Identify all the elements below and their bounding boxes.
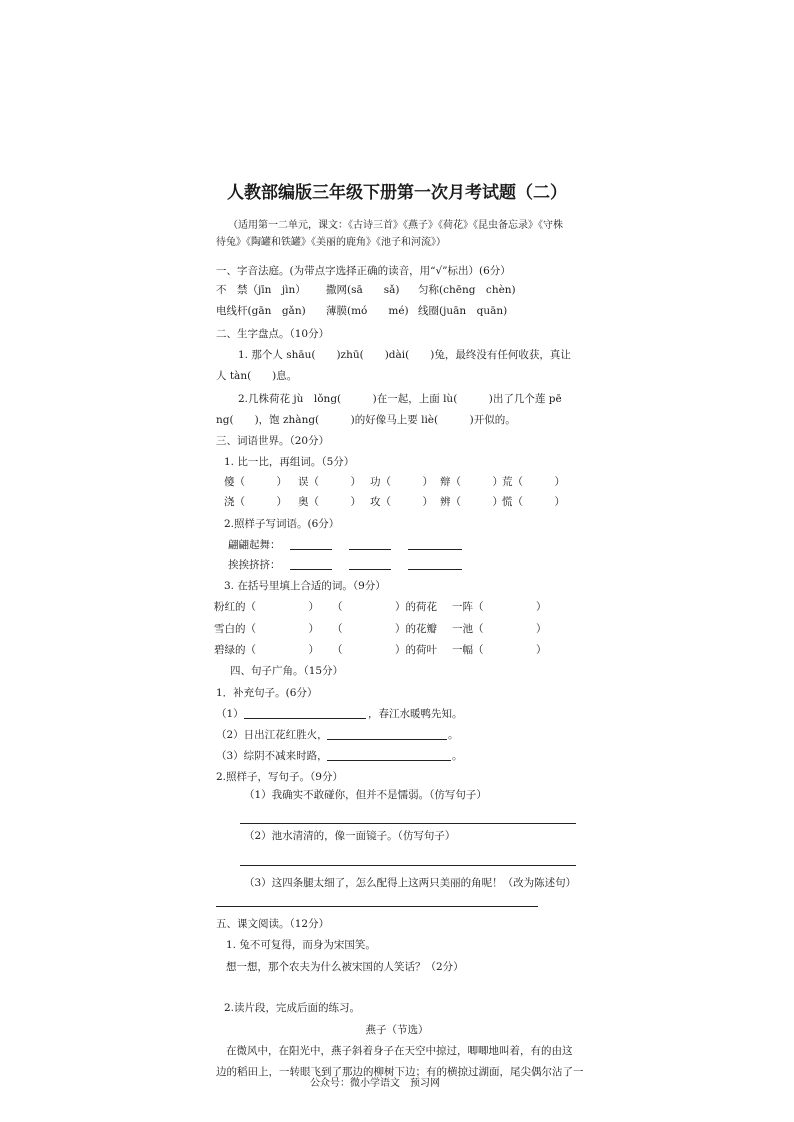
answer-blank[interactable] [408,549,462,550]
answer-blank[interactable] [244,718,366,719]
sentence-prefix: （1） [216,708,244,720]
sec1-item: 不 禁（jīn jìn） [216,284,306,296]
sec2-question: 人 tàn( )息。 [216,370,298,382]
page-title: 人教部编版三年级下册第一次月考试题（二） [227,183,567,203]
example-word: 翩翩起舞： [228,539,281,551]
section-5-heading: 五、课文阅读。（12分） [216,918,330,930]
word-pair: 功（ ） [370,476,433,488]
word-pair: 辩（ ） [440,476,503,488]
fill-word: 一阵（ ） [452,601,547,613]
answer-blank[interactable] [327,739,447,740]
answer-line[interactable] [216,906,538,907]
sec3-question: 3. 在括号里填上合适的词。（9分） [224,580,386,592]
sec2-question: ng( )，饱 zhàng( )的好像马上要 liè( )开似的。 [216,414,516,426]
sentence-suffix: ，春江水暖鸭先知。 [368,708,463,720]
fill-word: 粉红的（ ） [214,601,319,613]
word-pair: 傻（ ） [224,476,287,488]
sec5-question: 1. 兔不可复得，而身为宋国笑。 [226,939,376,951]
section-4-heading: 四、句子广角。（15分） [230,665,344,677]
sec1-item: 薄膜(mó mé) [326,305,409,317]
fill-word: 碧绿的（ ） [214,644,319,656]
sentence-task: （1）我确实不敢碰你，但并不是懦弱。（仿写句子） [244,789,487,801]
sec1-item: 匀称(chēng chèn) [418,284,516,296]
sentence-suffix: 。 [448,729,459,741]
word-pair: 浇（ ） [224,496,287,508]
answer-line[interactable] [240,865,576,866]
sentence-suffix: 。 [452,750,463,762]
answer-blank[interactable] [290,569,332,570]
sec1-item: 电线杆(gān gǎn) [216,305,306,317]
sec2-question: 1. 那个人 shāu( )zhū( )dài( )兔，最终没有任何收获，真让 [238,349,571,361]
example-word: 挨挨挤挤： [228,559,281,571]
scope-line-1: （适用第一二单元，课文：《古诗三首》《燕子》《荷花》《昆虫备忘录》《守株 [228,220,563,231]
sec1-item: 线圈(juān quān) [418,305,508,317]
section-1-heading: 一、字音法庭。(为带点字选择正确的读音，用“√”标出）(6分） [216,265,511,277]
section-3-heading: 三、词语世界。（20分） [216,435,330,447]
sec3-question: 2.照样子写词语。(6分） [224,518,340,530]
answer-blank[interactable] [349,569,391,570]
sec2-question: 2.几株荷花 jù lǒng( )在一起，上面 lù( )出了几个莲 pē [238,393,562,405]
sec3-question: 1. 比一比，再组词。（5分） [224,456,355,468]
answer-line[interactable] [240,823,576,824]
fill-word: （ ）的花瓣 [332,623,437,635]
word-pair: 荒（ ） [502,476,565,488]
sec5-question: 想一想，那个农夫为什么被宋国的人笑话？（2分） [226,961,464,973]
passage-line: 在微风中，在阳光中，燕子斜着身子在天空中掠过，唧唧地叫着，有的由这 [226,1045,573,1057]
footer-watermark: 公众号：微小学语文 预习网 [310,1078,440,1089]
passage-line: 边的稻田上，一转眼飞到了那边的柳树下边；有的横掠过湖面，尾尖偶尔沾了一 [216,1066,584,1078]
sentence-prefix: （2）日出江花红胜火， [216,729,328,741]
sec1-item: 撒网(sā sǎ) [326,284,400,296]
answer-blank[interactable] [349,549,391,550]
answer-blank[interactable] [408,569,462,570]
fill-word: （ ）的荷花 [332,601,437,613]
sentence-task: （2）池水清清的，像一面镜子。（仿写句子） [244,830,456,842]
passage-title: 燕子（节选） [365,1024,429,1036]
answer-blank[interactable] [290,549,332,550]
fill-word: 雪白的（ ） [214,623,319,635]
fill-word: 一池（ ） [452,623,547,635]
word-pair: 攻（ ） [370,496,433,508]
sentence-prefix: （3）综阴不减来时路， [216,750,328,762]
word-pair: 误（ ） [298,476,361,488]
word-pair: 辨（ ） [440,496,503,508]
word-pair: 慌（ ） [502,496,565,508]
word-pair: 奥（ ） [298,496,361,508]
sec4-question: 1．补充句子。(6分） [216,687,318,699]
answer-blank[interactable] [327,760,451,761]
fill-word: （ ）的荷叶 [332,644,437,656]
fill-word: 一幅（ ） [452,644,547,656]
sec4-question: 2.照样子，写句子。（9分） [216,771,343,783]
section-2-heading: 二、生字盘点。（10分） [216,328,330,340]
sec5-question: 2.读片段，完成后面的练习。 [224,1002,361,1014]
sentence-task: （3）这四条腿太细了，怎么配得上这两只美丽的角呢！（改为陈述句） [244,877,577,889]
scope-line-2: 待兔》《陶罐和铁罐》《美丽的鹿角》《池子和河流》） [216,237,446,248]
